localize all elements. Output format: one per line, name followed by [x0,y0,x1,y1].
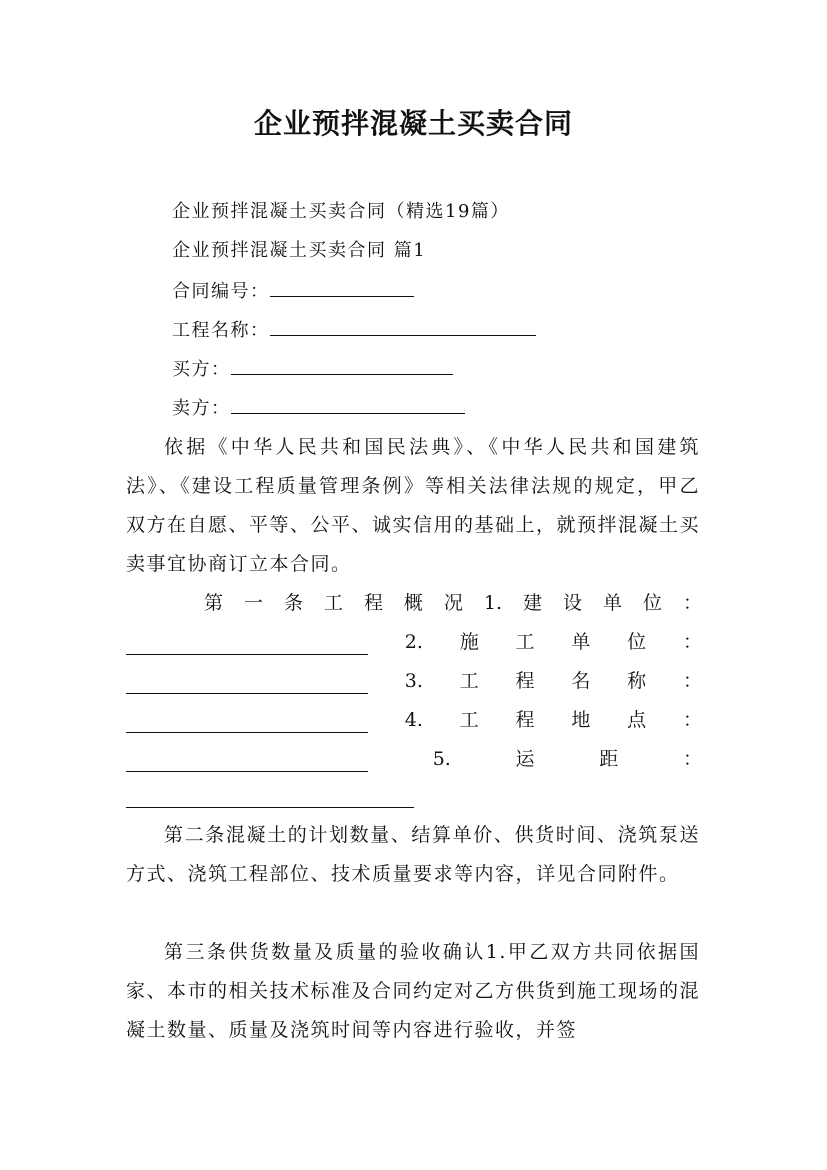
item-char: 点 [627,709,647,731]
heading-char: 工 [323,592,343,614]
contract-number-field [172,276,414,306]
heading-char: ： [682,592,702,614]
fill-blank [126,630,368,655]
item-colon: ： [682,670,702,692]
item-char: 工 [459,709,479,731]
heading-char: 条 [283,592,303,614]
heading-char: 一 [243,592,263,614]
fill-blank [126,708,368,733]
article-3-paragraph: 第三条供货数量及质量的验收确认1.甲乙双方共同依据国家、本市的相关技术标准及合同约定对乙方供货到施工现场的混凝土数量、质量及浇筑时间等内容进行验收，并签 [126,941,701,1041]
item-char: 名 [571,670,591,692]
item-char: 程 [515,670,535,692]
article-2-paragraph: 第二条混凝土的计划数量、结算单价、供货时间、浇筑泵送方式、浇筑工程部位、技术质量要求等内容，详见合同附件。 [126,824,700,885]
heading-char: 1. [483,592,503,614]
buyer-blank [231,354,453,375]
article-1-heading [126,584,702,623]
item-char: 程 [515,709,535,731]
fill-blank [126,669,368,694]
article-1-item-project-name [126,662,702,701]
section-heading: 企业预拌混凝土买卖合同 篇1 [172,240,427,261]
project-name-label: 工程名称： [172,320,270,341]
item-number: 4. [404,709,423,731]
item-char: 工 [459,670,479,692]
heading-char: 第 [204,592,224,614]
heading-char: 概 [403,592,423,614]
heading-char: 程 [363,592,383,614]
item-char: 单 [571,631,591,653]
contract-number-blank [270,276,414,297]
article-1-item-distance [126,740,702,779]
document-subtitle: 企业预拌混凝土买卖合同（精选19篇） [172,201,510,222]
item-char: 地 [571,709,591,731]
item-colon: ： [682,748,702,770]
fill-blank [126,747,368,772]
heading-char: 况 [443,592,463,614]
project-name-blank [270,315,536,336]
project-name-field [172,315,536,345]
heading-char: 建 [523,592,543,614]
article-1-item-construction-unit [126,623,702,662]
seller-label: 卖方： [172,398,231,419]
item-char: 工 [515,631,535,653]
seller-blank [231,393,465,414]
contract-number-label: 合同编号： [172,281,270,302]
fill-blank [126,779,414,808]
heading-char: 单 [602,592,622,614]
seller-field [172,393,465,423]
item-colon: ： [682,709,702,731]
item-number: 2. [404,631,423,653]
item-char: 运 [515,748,535,770]
item-number: 5. [432,748,451,770]
article-1 [126,584,702,808]
heading-char: 设 [562,592,582,614]
item-char: 距 [599,748,619,770]
article-1-item-project-location [126,701,702,740]
heading-char: 位 [642,592,662,614]
buyer-field [172,354,453,384]
item-colon: ： [682,631,702,653]
item-char: 称 [627,670,647,692]
item-number: 3. [404,670,423,692]
item-char: 位 [627,631,647,653]
preamble-paragraph: 依据《中华人民共和国民法典》、《中华人民共和国建筑法》、《建设工程质量管理条例》等相关法律法规的规定，甲乙双方在自愿、平等、公平、诚实信用的基础上，就预拌混凝土买卖事宜协商订立本合同。 [126,436,701,575]
document-title: 企业预拌混凝土买卖合同 [253,107,573,140]
buyer-label: 买方： [172,359,231,380]
item-char: 施 [459,631,479,653]
